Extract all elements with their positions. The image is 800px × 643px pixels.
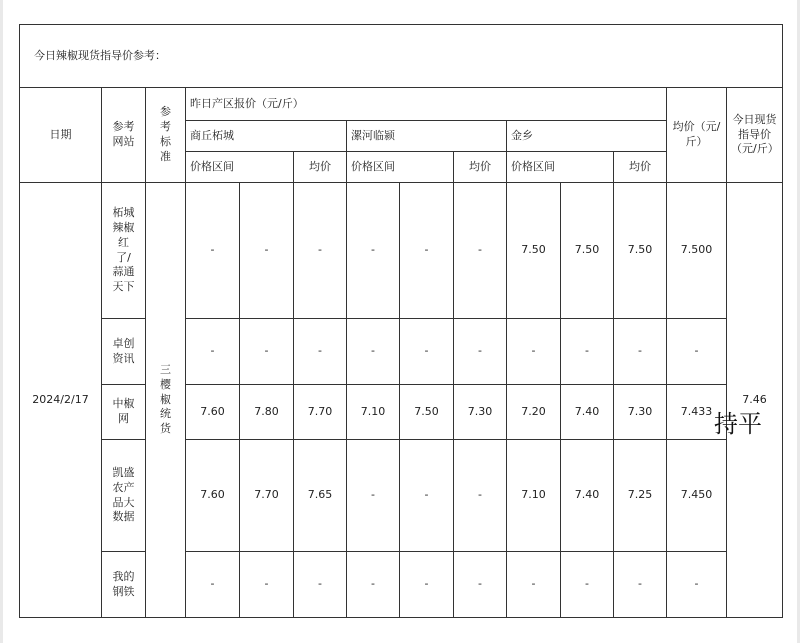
row-avg-cell: 7.433: [667, 385, 727, 440]
price-cell: -: [614, 319, 667, 385]
header-standard: 参考标准: [146, 88, 186, 183]
table-row: [20, 319, 783, 385]
price-cell: 7.30: [614, 385, 667, 440]
price-cell: -: [507, 552, 561, 618]
price-cell: 7.50: [561, 183, 614, 319]
price-cell: -: [614, 552, 667, 618]
avg-header: 均价: [454, 152, 507, 183]
price-cell: -: [454, 183, 507, 319]
range-header: 价格区间: [347, 152, 454, 183]
price-cell: -: [240, 183, 294, 319]
price-cell: -: [294, 183, 347, 319]
region-header: 漯河临颍: [347, 121, 507, 152]
table-row: [20, 552, 783, 618]
row-avg-cell: -: [667, 552, 727, 618]
price-cell: 7.70: [240, 440, 294, 552]
table-row: [20, 440, 783, 552]
price-cell: -: [347, 552, 400, 618]
price-table: [19, 24, 783, 618]
price-cell: -: [347, 440, 400, 552]
price-cell: 7.60: [186, 440, 240, 552]
price-cell: -: [294, 552, 347, 618]
date-cell: 2024/2/17: [20, 183, 102, 618]
price-cell: 7.50: [614, 183, 667, 319]
price-cell: -: [561, 319, 614, 385]
price-cell: -: [400, 319, 454, 385]
range-header: 价格区间: [507, 152, 614, 183]
price-cell: 7.40: [561, 440, 614, 552]
row-avg-cell: 7.450: [667, 440, 727, 552]
page-bottom-margin: [19, 626, 782, 643]
avg-header: 均价: [614, 152, 667, 183]
region-header: 金乡: [507, 121, 667, 152]
site-cell: 柘城辣椒红了/蒜通天下: [102, 183, 146, 319]
price-cell: -: [454, 319, 507, 385]
price-cell: -: [400, 440, 454, 552]
header-site: 参考网站: [102, 88, 146, 183]
price-cell: -: [400, 552, 454, 618]
price-cell: 7.20: [507, 385, 561, 440]
price-cell: -: [186, 319, 240, 385]
row-avg-cell: -: [667, 319, 727, 385]
row-avg-cell: 7.500: [667, 183, 727, 319]
price-cell: 7.50: [400, 385, 454, 440]
price-cell: -: [454, 552, 507, 618]
price-cell: 7.80: [240, 385, 294, 440]
today-price-cell: 7.46: [727, 183, 783, 618]
header-avg-price: 均价（元/斤）: [667, 88, 727, 183]
table-title: 今日辣椒现货指导价参考：: [20, 25, 783, 88]
standard-cell: 三樱椒统货: [146, 183, 186, 618]
table-row: [20, 183, 783, 319]
price-cell: 7.65: [294, 440, 347, 552]
price-cell: 7.10: [347, 385, 400, 440]
price-cell: -: [294, 319, 347, 385]
price-cell: 7.50: [507, 183, 561, 319]
price-cell: 7.25: [614, 440, 667, 552]
price-cell: 7.70: [294, 385, 347, 440]
trend-label: 持平: [714, 410, 762, 438]
price-cell: -: [240, 319, 294, 385]
site-cell: 中椒网: [102, 385, 146, 440]
range-header: 价格区间: [186, 152, 294, 183]
price-cell: 7.60: [186, 385, 240, 440]
price-cell: -: [400, 183, 454, 319]
header-today-guide: 今日现货指导价（元/斤）: [727, 88, 783, 183]
site-cell: 卓创资讯: [102, 319, 146, 385]
table-row: [20, 385, 783, 440]
header-date: 日期: [20, 88, 102, 183]
avg-header: 均价: [294, 152, 347, 183]
site-cell: 我的钢铁: [102, 552, 146, 618]
price-cell: -: [507, 319, 561, 385]
price-cell: 7.40: [561, 385, 614, 440]
price-cell: -: [561, 552, 614, 618]
price-cell: -: [454, 440, 507, 552]
price-cell: -: [347, 319, 400, 385]
price-cell: -: [347, 183, 400, 319]
price-cell: 7.10: [507, 440, 561, 552]
price-cell: -: [186, 183, 240, 319]
price-cell: 7.30: [454, 385, 507, 440]
site-cell: 凯盛农产品大数据: [102, 440, 146, 552]
header-yesterday-price: 昨日产区报价（元/斤）: [186, 88, 667, 121]
region-header: 商丘柘城: [186, 121, 347, 152]
price-cell: -: [240, 552, 294, 618]
price-cell: -: [186, 552, 240, 618]
